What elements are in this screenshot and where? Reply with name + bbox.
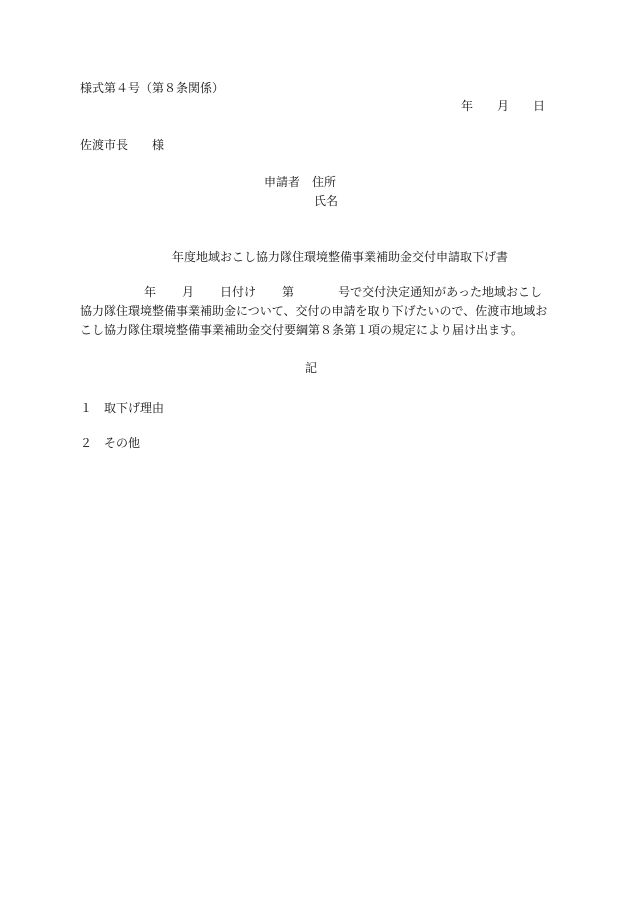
- list-item: [80, 400, 164, 416]
- addressee-name: 佐渡市長: [80, 138, 129, 152]
- applicant-label: 申請者: [264, 175, 301, 189]
- list-item: [80, 435, 140, 451]
- item-label: その他: [104, 436, 141, 450]
- body-year-label: 年: [144, 285, 157, 299]
- addressee-honorific: 様: [152, 138, 165, 152]
- body-line-2: 協力隊住環境整備事業補助金について、交付の申請を取り下げたいので、佐渡市地域お: [80, 304, 548, 318]
- ki-marker: 記: [305, 361, 318, 375]
- body-line-3: こし協力隊住環境整備事業補助金交付要綱第８条第１項の規定により届け出ます。: [80, 323, 524, 337]
- date-line: [461, 98, 545, 114]
- body-dai: 第: [282, 285, 295, 299]
- body-month-label: 月: [182, 285, 195, 299]
- document-title: 年度地域おこし協力隊住環境整備事業補助金交付申請取下げ書: [172, 250, 509, 264]
- applicant-name-label: 氏名: [314, 194, 339, 208]
- body-paragraph: [80, 283, 550, 340]
- form-number: 様式第４号（第８条関係）: [80, 81, 225, 95]
- addressee: [80, 137, 164, 153]
- body-line-1: [80, 283, 550, 302]
- applicant-address-label: 住所: [312, 175, 337, 189]
- item-number: ２: [80, 436, 93, 450]
- body-line-1-rest: 号で交付決定通知があった地域おこし: [338, 285, 542, 299]
- date-day-label: 日: [533, 99, 546, 113]
- applicant-block: [264, 174, 336, 190]
- body-day-dated: 日付け: [220, 285, 257, 299]
- date-month-label: 月: [497, 99, 510, 113]
- item-number: １: [80, 401, 93, 415]
- date-year-label: 年: [461, 99, 474, 113]
- item-label: 取下げ理由: [104, 401, 165, 415]
